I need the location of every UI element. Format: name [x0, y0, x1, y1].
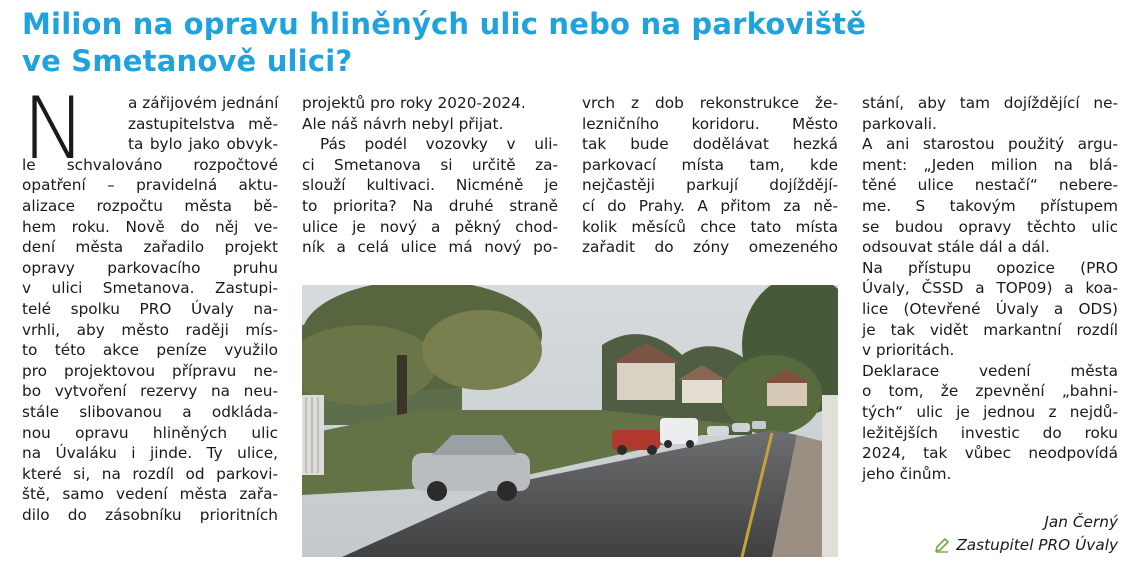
text-line: těné ulice nestačí“ nebere-	[862, 176, 1118, 195]
text-line: opravy parkovacího pruhu	[22, 258, 278, 277]
text-line: stání, aby tam dojíždějící ne-	[862, 94, 1118, 112]
text-line: vrhli, aby město raději mís-	[22, 320, 278, 339]
text-line: v ulici Smetanova. Zastupi-	[22, 279, 278, 298]
drop-cap: N	[22, 79, 87, 179]
text-line: a zářijovém jednání	[128, 94, 279, 112]
author-role-line	[862, 535, 1118, 559]
text-line: nou opravu hliněných ulic	[22, 423, 278, 442]
text-line: zastupitelstva mě-	[128, 114, 278, 133]
text-line: projektů pro roky 2020-2024.	[302, 94, 526, 112]
text-line: odsouvat stále dál a dál.	[862, 238, 1050, 257]
text-line: jeho činům.	[862, 464, 952, 483]
text-line: Deklarace vedení města	[862, 361, 1118, 380]
text-line: ník a celá ulice má nový po-	[302, 238, 558, 257]
street-photo-illustration	[302, 285, 838, 557]
text-line: dení města zařadilo projekt	[22, 238, 278, 257]
text-line: dilo do zásobníku prioritních	[22, 505, 278, 524]
article-column-2	[302, 93, 558, 258]
article-column-1	[22, 79, 279, 525]
text-line: to priorita? Na druhé straně	[302, 196, 558, 215]
text-line: ležitějších investic do roku	[862, 423, 1118, 442]
text-line: Na přístupu opozice (PRO	[862, 258, 1118, 277]
street-photo	[302, 285, 838, 557]
text-line: Úvaly, ČSSD a TOP09) a koa-	[862, 279, 1118, 298]
text-line: bo vytvoření rezervy na neu-	[22, 382, 278, 401]
text-line: Pás podél vozovky v uli-	[320, 135, 558, 154]
text-line: lezničního koridoru. Město	[582, 114, 838, 133]
text-line: parkovací místa tam, kde	[582, 155, 838, 174]
article-headline	[22, 6, 1122, 80]
text-line: alizace rozpočtu města bě-	[22, 196, 278, 215]
text-line: v prioritách.	[862, 341, 955, 360]
text-line: to této akce peníze využilo	[22, 341, 278, 360]
text-line: nejčastěji parkují dojíždějí-	[582, 176, 838, 195]
text-line: le schvalováno rozpočtové	[22, 155, 278, 174]
text-line: které si, na rozdíl od parkovi-	[22, 464, 278, 483]
text-line: se budou opravy těchto ulic	[862, 217, 1118, 236]
headline-line-1: Milion na opravu hliněných ulic nebo na parkoviště	[22, 7, 867, 41]
text-line: ta bylo jako obvyk-	[128, 135, 278, 154]
author-name: Jan Černý	[1044, 513, 1118, 531]
pencil-icon	[934, 537, 950, 559]
text-line: 2024, tak vůbec neodpovídá	[862, 444, 1118, 463]
text-line: ci Smetanova si určitě za-	[302, 155, 558, 174]
headline-line-2: ve Smetanově ulici?	[22, 44, 353, 78]
text-line: parkovali.	[862, 114, 937, 133]
text-line: ment: „Jeden milion na blá-	[862, 155, 1118, 174]
text-line: ště, samo vedení města zařa-	[22, 485, 278, 504]
text-line: telé spolku PRO Úvaly na-	[22, 299, 278, 318]
text-line: cí do Prahy. A přitom za ně-	[582, 196, 838, 215]
text-line: tak bude dodělávat hezká	[582, 135, 838, 154]
text-line: je tak vidět markantní rozdíl	[862, 320, 1118, 339]
text-line: kolik měsíců chce tato místa	[582, 217, 838, 236]
text-line: me. S takovým přístupem	[862, 196, 1118, 215]
text-line: opatření – pravidelná aktu-	[22, 176, 278, 195]
text-line: hem roku. Nově do něj ve-	[22, 217, 278, 236]
author-role: Zastupitel PRO Úvaly	[956, 536, 1118, 554]
text-line: zařadit do zóny omezeného	[582, 238, 838, 257]
text-line: ulice je nový a pěkný chod-	[302, 217, 558, 236]
article-column-3	[582, 93, 838, 258]
text-line: pro projektovou přípravu ne-	[22, 361, 278, 380]
text-line: stále slibovanou a odkláda-	[22, 402, 278, 421]
text-line: vrch z dob rekonstrukce že-	[582, 94, 838, 112]
text-line: Ale náš návrh nebyl přijat.	[302, 114, 504, 133]
text-line: tých“ ulic je jednou z nejdů-	[862, 402, 1118, 421]
text-line: slouží kultivaci. Nicméně je	[302, 176, 558, 195]
text-line: na Úvaláku i jinde. Ty ulice,	[22, 444, 278, 463]
text-line: lice (Otevřené Úvaly a ODS)	[862, 299, 1118, 318]
text-line: A ani starostou použitý argu-	[862, 135, 1118, 154]
article-column-4	[862, 93, 1118, 484]
text-line: o tom, že zpevnění „bahni-	[862, 382, 1118, 401]
